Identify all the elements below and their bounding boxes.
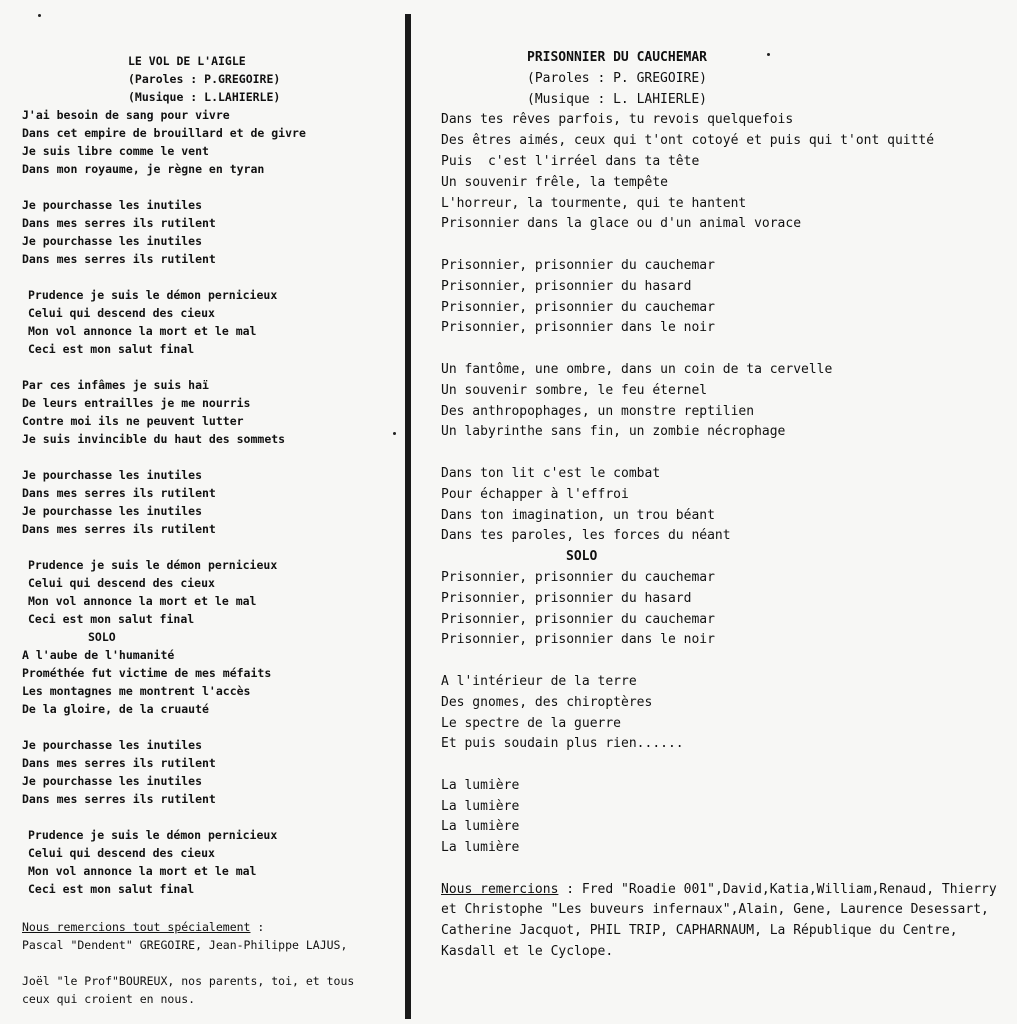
- lyric-line: Je pourchasse les inutiles: [22, 468, 203, 482]
- lyrics-credit-right: (Paroles : P. GREGOIRE): [527, 70, 708, 86]
- solo-label-right: SOLO: [566, 549, 598, 565]
- verse-1: [22, 106, 392, 178]
- music-credit-left: (Musique : L.LAHIERLE): [128, 90, 281, 104]
- lyric-line: Des gnomes, des chiroptères: [441, 694, 653, 710]
- lyric-line: Je pourchasse les inutiles: [22, 738, 203, 752]
- lyric-line: Un souvenir sombre, le feu éternel: [441, 382, 708, 398]
- lyric-line: A l'aube de l'humanité: [22, 648, 175, 662]
- lyric-line: Prisonnier, prisonnier dans le noir: [441, 320, 715, 336]
- verse-2: [22, 376, 392, 448]
- lyric-line: Un labyrinthe sans fin, un zombie nécrophage: [441, 424, 786, 440]
- lyric-line: Je pourchasse les inutiles: [22, 234, 203, 248]
- verse-3: [441, 464, 1001, 547]
- lyric-line: Prisonnier, prisonnier dans le noir: [441, 632, 715, 648]
- lyric-line: Mon vol annonce la mort et le mal: [28, 864, 257, 878]
- lyric-line: A l'intérieur de la terre: [441, 673, 637, 689]
- outro: [441, 776, 1001, 859]
- lyric-line: Celui qui descend des cieux: [28, 306, 215, 320]
- lyric-line: La lumière: [441, 777, 520, 793]
- lyric-line: Dans mes serres ils rutilent: [22, 216, 216, 230]
- music-credit-right: (Musique : L. LAHIERLE): [527, 91, 708, 107]
- verse-1: [441, 110, 1001, 235]
- lyric-line: Je pourchasse les inutiles: [22, 504, 203, 518]
- lyric-line: Un souvenir frêle, la tempête: [441, 174, 668, 190]
- lyric-line: Dans mes serres ils rutilent: [22, 792, 216, 806]
- thanks-text-right: : Fred "Roadie 001",David,Katia,William,Renaud, Thierry et Christophe "Les buveurs infernaux",Alain, Gene, Laurence Desessart, Catherine Jacquot, PHIL TRIP, CAPHARNAUM, La République du Centre, Kasdall et le Cyclope.: [441, 881, 997, 959]
- lyric-line: Prudence je suis le démon pernicieux: [28, 558, 278, 572]
- lyric-line: Dans mes serres ils rutilent: [22, 756, 216, 770]
- thanks-right: [441, 880, 1001, 962]
- bridge-2: [28, 556, 392, 628]
- lyric-line: Celui qui descend des cieux: [28, 576, 215, 590]
- lyric-line: Prudence je suis le démon pernicieux: [28, 828, 278, 842]
- thanks-colon-left: :: [250, 920, 265, 934]
- thanks-line: ceux qui croient en nous.: [22, 992, 196, 1006]
- lyric-line: Je suis libre comme le vent: [22, 144, 209, 158]
- thanks-line: Pascal "Dendent" GREGOIRE, Jean-Philippe LAJUS,: [22, 938, 348, 952]
- lyric-line: Et puis soudain plus rien......: [441, 736, 684, 752]
- lyric-line: Dans ton imagination, un trou béant: [441, 507, 715, 523]
- lyric-line: Je pourchasse les inutiles: [22, 774, 203, 788]
- verse-2: [441, 360, 1001, 443]
- thanks-heading-left: Nous remercions tout spécialement: [22, 920, 251, 934]
- lyric-line: Prométhée fut victime de mes méfaits: [22, 666, 272, 680]
- lyric-line: Les montagnes me montrent l'accès: [22, 684, 251, 698]
- lyric-line: Le spectre de la guerre: [441, 715, 622, 731]
- chorus-1: [22, 196, 392, 268]
- lyric-line: Prisonnier, prisonnier du cauchemar: [441, 569, 715, 585]
- thanks-left: [22, 918, 392, 1008]
- ink-speck: [38, 14, 41, 17]
- lyric-line: Je suis invincible du haut des sommets: [22, 432, 286, 446]
- lyric-line: La lumière: [441, 819, 520, 835]
- lyric-line: De la gloire, de la cruauté: [22, 702, 209, 716]
- lyric-line: Prisonnier, prisonnier du hasard: [441, 278, 692, 294]
- lyric-line: Dans ton lit c'est le combat: [441, 465, 661, 481]
- lyric-line: Prisonnier, prisonnier du cauchemar: [441, 299, 715, 315]
- lyric-line: Dans mes serres ils rutilent: [22, 486, 216, 500]
- solo-label-left: SOLO: [88, 630, 116, 644]
- lyric-line: L'horreur, la tourmente, qui te hantent: [441, 195, 747, 211]
- lyric-line: Contre moi ils ne peuvent lutter: [22, 414, 244, 428]
- lyric-line: Un fantôme, une ombre, dans un coin de ta cervelle: [441, 361, 833, 377]
- chorus-3: [22, 736, 392, 808]
- lyric-line: Celui qui descend des cieux: [28, 846, 215, 860]
- lyric-line: J'ai besoin de sang pour vivre: [22, 108, 230, 122]
- lyric-line: De leurs entrailles je me nourris: [22, 396, 251, 410]
- column-divider: [405, 14, 411, 1019]
- chorus-2: [22, 466, 392, 538]
- verse-3: [22, 646, 392, 718]
- right-column: [441, 48, 1001, 962]
- lyric-line: Dans mes serres ils rutilent: [22, 522, 216, 536]
- chorus-2: [441, 568, 1001, 651]
- lyric-line: Prisonnier, prisonnier du hasard: [441, 590, 692, 606]
- bridge-3: [28, 826, 392, 898]
- lyric-line: Prisonnier, prisonnier du cauchemar: [441, 611, 715, 627]
- lyric-line: Pour échapper à l'effroi: [441, 486, 629, 502]
- lyric-line: Dans tes paroles, les forces du néant: [441, 528, 731, 544]
- ink-speck: [767, 53, 770, 56]
- song-title-left: LE VOL DE L'AIGLE: [128, 54, 246, 68]
- bridge-1: [28, 286, 392, 358]
- lyric-line: Je pourchasse les inutiles: [22, 198, 203, 212]
- thanks-heading-right: Nous remercions: [441, 881, 559, 897]
- lyric-line: Prudence je suis le démon pernicieux: [28, 288, 278, 302]
- lyric-line: Des êtres aimés, ceux qui t'ont cotoyé et puis qui t'ont quitté: [441, 133, 935, 149]
- lyric-line: Puis c'est l'irréel dans ta tête: [441, 153, 700, 169]
- ink-speck: [393, 432, 396, 435]
- lyric-line: Dans tes rêves parfois, tu revois quelquefois: [441, 112, 794, 128]
- lyric-line: Prisonnier dans la glace ou d'un animal vorace: [441, 216, 802, 232]
- lyric-line: Dans cet empire de brouillard et de givre: [22, 126, 306, 140]
- lyric-line: Des anthropophages, un monstre reptilien: [441, 403, 755, 419]
- lyric-line: La lumière: [441, 840, 520, 856]
- lyric-line: Prisonnier, prisonnier du cauchemar: [441, 257, 715, 273]
- left-column: [22, 52, 392, 1008]
- lyric-line: Dans mon royaume, je règne en tyran: [22, 162, 265, 176]
- song-title-right: PRISONNIER DU CAUCHEMAR: [527, 50, 708, 65]
- lyrics-credit-left: (Paroles : P.GREGOIRE): [128, 72, 281, 86]
- lyric-line: Ceci est mon salut final: [28, 612, 195, 626]
- thanks-line: Joël "le Prof"BOUREUX, nos parents, toi, et tous: [22, 974, 355, 988]
- lyric-line: Mon vol annonce la mort et le mal: [28, 324, 257, 338]
- verse-4: [441, 672, 1001, 755]
- chorus-1: [441, 256, 1001, 339]
- lyric-line: Dans mes serres ils rutilent: [22, 252, 216, 266]
- lyric-line: Par ces infâmes je suis haï: [22, 378, 209, 392]
- lyric-line: Mon vol annonce la mort et le mal: [28, 594, 257, 608]
- lyric-line: Ceci est mon salut final: [28, 342, 195, 356]
- lyric-line: Ceci est mon salut final: [28, 882, 195, 896]
- lyric-line: La lumière: [441, 798, 520, 814]
